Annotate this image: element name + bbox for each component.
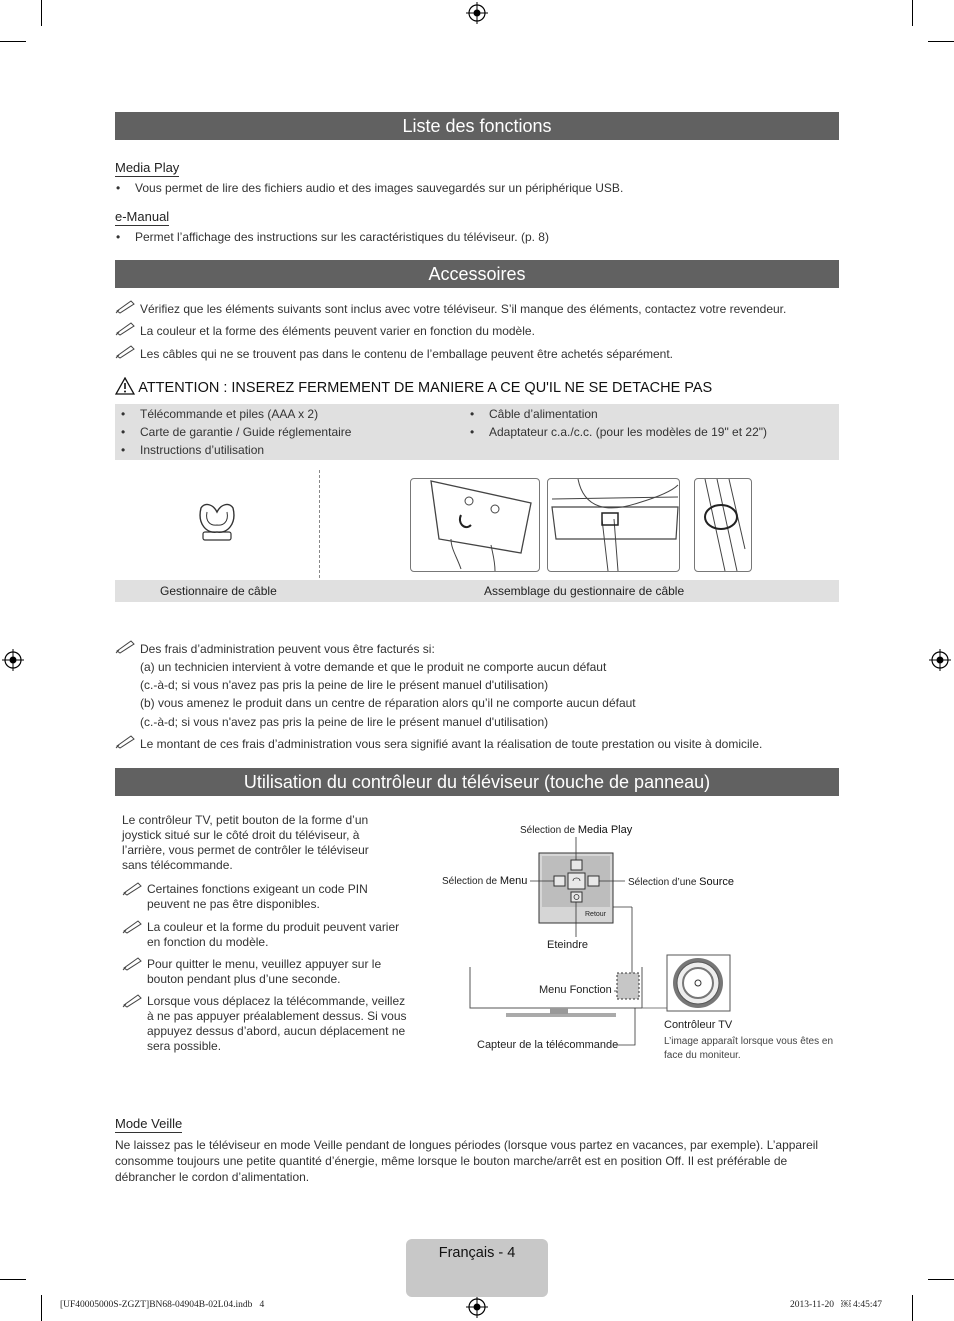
registration-mark-icon — [929, 649, 951, 671]
note-pencil-icon — [122, 955, 144, 971]
media-play-desc: • Vous permet de lire des fichiers audio et des images sauvegardés sur un périphérique USB. — [116, 181, 624, 195]
fees-line: (c.-à-d; si vous n'avez pas pris la peine de lire le présent manuel d'utilisation) — [140, 715, 549, 729]
assembly-step-image — [547, 478, 680, 572]
caption-assembly: Assemblage du gestionnaire de câble — [484, 584, 685, 598]
standby-title: Mode Veille — [115, 1116, 183, 1131]
divider — [319, 470, 320, 578]
file-info: [UF40005000S-ZGZT]BN68-04904B-02L04.indb 4 — [60, 1300, 265, 1310]
controller-note: Lorsque vous déplacez la télécommande, veillez à ne pas appuyer préalablement dessus. Si vous appuyez dessus d’abord, aucun déplacement ne sera possible. — [122, 994, 409, 1054]
crop-mark — [0, 41, 26, 42]
note-pencil-icon — [115, 298, 137, 314]
note-pencil-icon — [115, 638, 137, 654]
note-item: Vérifiez que les éléments suivants sont inclus avec votre téléviseur. S’il manque des éléments, contactez votre revendeur. — [115, 302, 786, 316]
label-retour: Retour — [585, 911, 607, 918]
label-menu: Sélection de Menu — [442, 875, 528, 887]
registration-mark-icon — [466, 1296, 488, 1318]
note-pencil-icon — [115, 320, 137, 336]
label-menu-fonction: Menu Fonction — [539, 984, 612, 996]
controller-note: La couleur et la forme du produit peuvent varier en fonction du modèle. — [122, 920, 409, 950]
note-pencil-icon — [115, 733, 137, 749]
crop-mark — [41, 0, 42, 26]
label-media-play: Sélection de Media Play — [520, 824, 633, 836]
controller-note: Certaines fonctions exigeant un code PIN peuvent ne pas être disponibles. — [122, 882, 409, 912]
controller-note: Pour quitter le menu, veuillez appuyer sur le bouton pendant plus d’une seconde. — [122, 957, 409, 987]
section-title-controller: Utilisation du contrôleur du téléviseur (touche de panneau) — [115, 768, 839, 796]
note-pencil-icon — [115, 343, 137, 359]
crop-mark — [928, 1279, 954, 1280]
fees-line: (b) vous amenez le produit dans un centre de réparation alors qu’il ne comporte aucun défaut — [140, 696, 636, 710]
standby-text: Ne laissez pas le téléviseur en mode Veille pendant de longues périodes (lorsque vous partez en vacances, par exemple). L’appareil consomme toujours une petite quantité d’énergie, même lorsque le bouton marche/arrêt est en position Off. Il est préférable de débrancher le cordon d’alimentation. — [115, 1138, 819, 1184]
crop-mark — [928, 41, 954, 42]
label-capteur: Capteur de la télécommande — [477, 1039, 619, 1051]
controller-diagram — [430, 815, 840, 1065]
cable-manager-icon — [193, 498, 241, 546]
accessory-item: • Câble d’alimentation — [470, 407, 598, 421]
note-pencil-icon — [122, 918, 144, 934]
accessory-item: • Adaptateur c.a./c.c. (pour les modèles de 19" et 22") — [470, 425, 768, 439]
note-item: Le montant de ces frais d’administration vous sera signifié avant la réalisation de toute prestation ou visite à domicile. — [115, 737, 762, 751]
label-source: Sélection d’une Source — [628, 876, 735, 888]
emanual-title: e-Manual — [115, 209, 170, 224]
registration-mark-icon — [2, 649, 24, 671]
note-item: Les câbles qui ne se trouvent pas dans le contenu de l’emballage peuvent être achetés séparément. — [115, 347, 673, 361]
page-number: Français - 4 — [438, 1245, 516, 1261]
caption-cable-manager: Gestionnaire de câble — [160, 584, 277, 598]
crop-mark — [912, 1295, 913, 1321]
fees-line: (c.-à-d; si vous n'avez pas pris la peine de lire le présent manuel d'utilisation) — [140, 678, 549, 692]
label-controleur-desc: L’image apparaît lorsque vous êtes en face du moniteur. — [664, 1036, 833, 1061]
registration-mark-icon — [466, 2, 488, 24]
attention-line: ATTENTION : INSEREZ FERMEMENT DE MANIERE A CE QU'IL NE SE DETACHE PAS — [115, 377, 712, 396]
note-pencil-icon — [122, 992, 144, 1008]
section-title-features: Liste des fonctions — [115, 112, 839, 140]
label-eteindre: Eteindre — [547, 939, 588, 951]
label-controleur-tv: Contrôleur TV — [664, 1019, 733, 1031]
accessory-item: • Instructions d’utilisation — [121, 443, 265, 457]
assembly-step-image — [410, 478, 540, 572]
emanual-desc: • Permet l’affichage des instructions sur les caractéristiques du téléviseur. (p. 8) — [116, 230, 549, 244]
note-item: La couleur et la forme des éléments peuvent varier en fonction du modèle. — [115, 324, 535, 338]
print-timestamp: 2013-11-20 ￼ 4:45:47 — [790, 1300, 883, 1310]
controller-intro: Le contrôleur TV, petit bouton de la forme d’un joystick situé sur le côté droit du téléviseur, à l’arrière, vous permet de contrôler le téléviseur sans télécommande. — [122, 813, 369, 872]
accessory-item: • Télécommande et piles (AAA x 2) — [121, 407, 319, 421]
crop-mark — [0, 1279, 26, 1280]
warning-icon — [115, 377, 135, 395]
section-title-accessories: Accessoires — [115, 260, 839, 288]
note-pencil-icon — [122, 880, 144, 896]
accessory-item: • Carte de garantie / Guide réglementaire — [121, 425, 352, 439]
assembly-step-image — [694, 478, 752, 572]
crop-mark — [912, 0, 913, 26]
fees-line: (a) un technicien intervient à votre demande et que le produit ne comporte aucun défaut — [140, 660, 607, 674]
crop-mark — [41, 1295, 42, 1321]
media-play-title: Media Play — [115, 160, 180, 175]
note-item: Des frais d’administration peuvent vous être facturés si: — [115, 642, 435, 656]
